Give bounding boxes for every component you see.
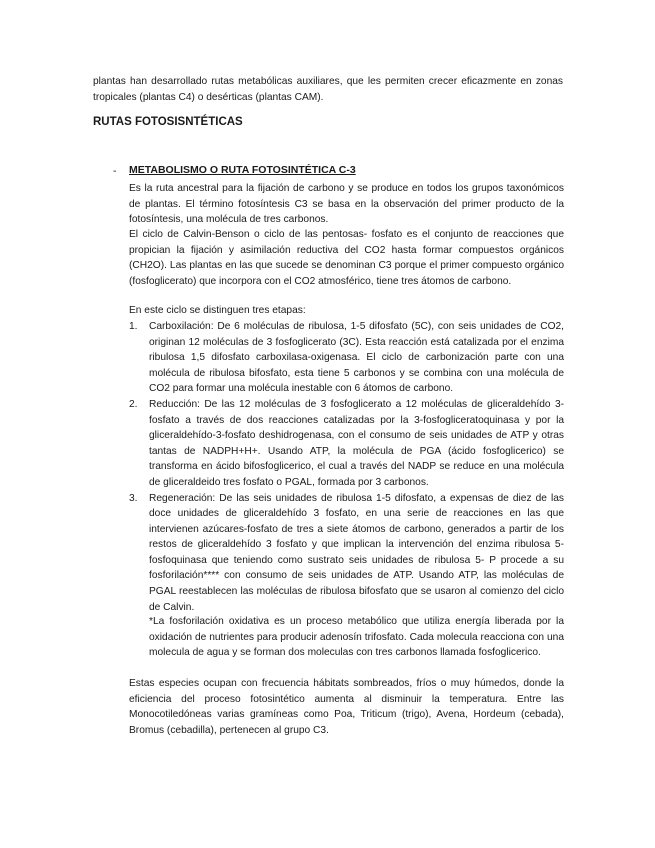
list-item-number: 3. (129, 492, 138, 504)
list-item-text: Regeneración: De las seis unidades de ribulosa 1-5 difosfato, a expensas de diez de las doce unidades de gliceraldehído 3 fosfato, en una serie de reacciones en las que intervienen azúcares-fosfato de tres a siete átomos de carbono, generados a partir de los restos de gliceraldehído 3 fosfato y que implican la intervención del enzima ribulosa 5-fosfoquinasa que teniendo como sustrato seis unidades de ribulosa 5- P procede a su fosforilación**** con consumo de seis unidades de ATP. Usando ATP, las moléculas de PGAL reestablecen las moléculas de ribulosa bifosfato que se usaron al comienzo del ciclo de Calvin. (149, 492, 564, 613)
subsection-title: METABOLISMO O RUTA FOTOSINTÉTICA C-3 (129, 164, 356, 176)
subsection-bullet: - (113, 165, 117, 177)
stages-list (129, 319, 564, 615)
footnote-oxidative-phosphorylation: *La fosforilación oxidativa es un proceso metabólico que utiliza energía liberada por la oxidación de nutrientes para producir adenosín trifosfato. Cada molecula reacciona con una molecula de agua y se forman dos moleculas con tres carbonos llamada fosfoglicerico. (149, 616, 564, 659)
paragraph-calvin-cycle: El ciclo de Calvin-Benson o ciclo de las pentosas- fosfato es el conjunto de reacciones que propician la fijación y asimilación reductiva del CO2 hasta formar compuestos orgánicos (CH2O). Las plantas en las que sucede se denominan C3 porque el primer compuesto orgánico (fosfoglicerato) que incorpora con el CO2 atmosférico, tiene tres átomos de carbono. (129, 229, 564, 287)
list-item (129, 397, 564, 491)
paragraph-definition: Es la ruta ancestral para la fijación de carbono y se produce en todos los grupos taxonómicos de plantas. El término fotosíntesis C3 se basa en la observación del primer producto de la fotosíntesis, una molécula de tres carbonos. (129, 183, 564, 226)
section-title: RUTAS FOTOSISNTÉTICAS (93, 116, 243, 128)
intro-paragraph: plantas han desarrollado rutas metabólicas auxiliares, que les permiten crecer eficazmente en zonas tropicales (plantas C4) o desérticas (plantas CAM). (93, 76, 563, 103)
list-item-number: 1. (129, 321, 138, 332)
paragraph-c3-habitats: Estas especies ocupan con frecuencia hábitats sombreados, fríos o muy húmedos, donde la eficiencia del proceso fotosintético aumenta al disminuir la temperatura. Entre las Monocotiledóneas varias gramíneas como Poa, Triticum (trigo), Avena, Hordeum (cebada), Bromus (cebadilla), pertenecen al grupo C3. (129, 678, 564, 736)
list-item-number: 2. (129, 399, 138, 410)
list-item (129, 491, 564, 616)
list-item-text: Reducción: De las 12 moléculas de 3 fosfoglicerato a 12 moléculas de gliceraldehído 3-fosfato a través de dos reacciones catalizadas por la 3-fosfogliceratoquinasa y por la gliceraldehído-3-fosfato deshidrogenasa, con el consumo de seis unidades de ATP y otras tantas de NADPH+H+. Usando ATP, la molécula de PGA (ácido fosfoglicerico) se transforma en ácido bifosfoglicerico, el cual a través del NADP se reduce en una molécula de gliceraldeido tres fosfato o PGAL, formada por 3 carbonos. (149, 399, 564, 488)
list-item (129, 319, 564, 397)
list-item-text: Carboxilación: De 6 moléculas de ribulosa, 1-5 difosfato (5C), con seis unidades de CO2, originan 12 moléculas de 3 fosfoglicerato (3C). Esta reacción está catalizada por el enzima ribulosa 1,5 difosfato carboxilasa-oxigenasa. El ciclo de carbonización parte con una molécula de ribulosa bifosfato, esta tiene 5 carbonos y se combina con una molécula de CO2 para formar una molécula inestable con 6 átomos de carbono. (149, 321, 564, 395)
paragraph-stages-intro: En este ciclo se distinguen tres etapas: (129, 305, 306, 316)
